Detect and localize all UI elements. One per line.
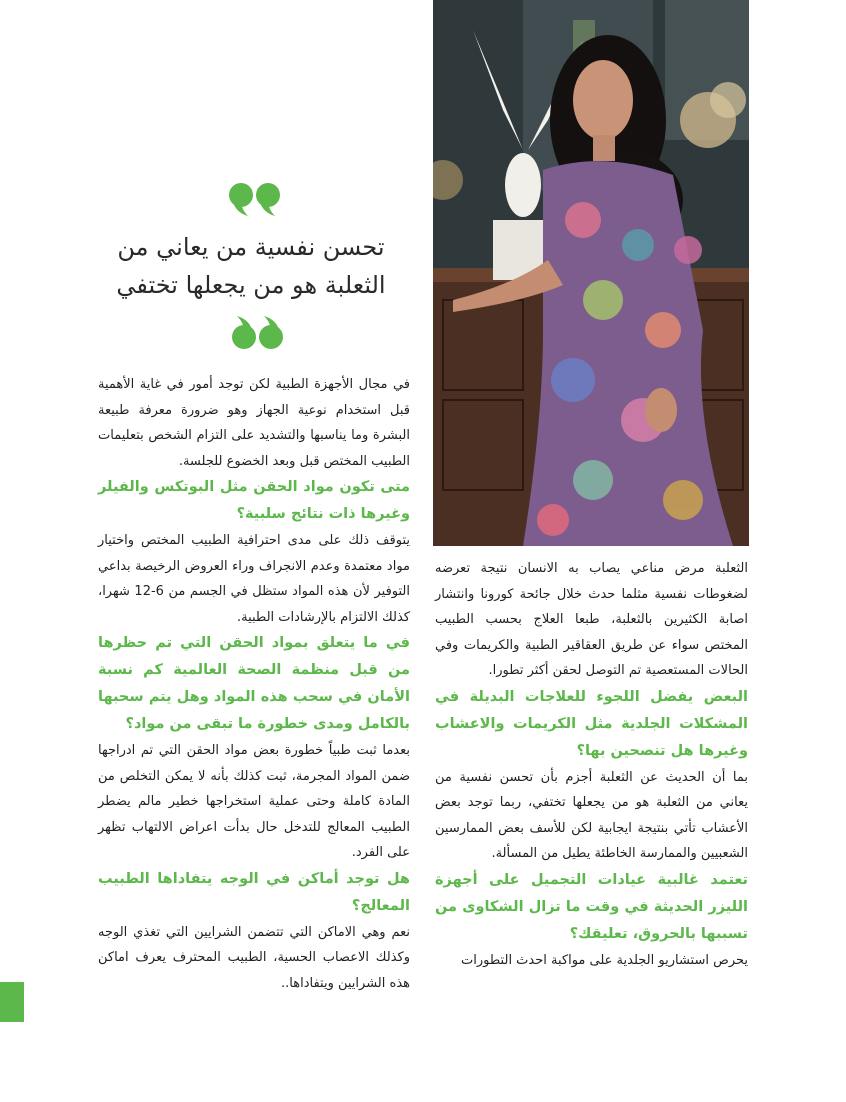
paragraph: يتوقف ذلك على مدى احترافية الطبيب المختص واختيار مواد معتمدة وعدم الانجراف وراء العروض الرخيصة بداعي التوفير لأن هذه المواد ستظل في الجسم من 6-12 شهرا، كذلك الالتزام بالإرشادات الطبية.: [98, 533, 410, 625]
pull-quote-line-2: الثعلبة هو من يجعلها تختفي: [116, 271, 386, 299]
closing-quote-icon: [226, 178, 286, 218]
paragraph: نعم وهي الاماكن التي تتضمن الشرايين التي تغذي الوجه وكذلك الاعصاب الحسية، الطبيب المحترف يعرف اماكن هذه الشرايين ويتفاداها..: [98, 924, 410, 991]
question-heading: البعض يفضل اللجوء للعلاجات البديلة في المشكلات الجلدية مثل الكريمات والاعشاب وغيرها هل تنصحين بها؟: [435, 688, 748, 759]
paragraph: يحرص استشاريو الجلدية على مواكبة احدث التطورات: [461, 952, 748, 968]
pull-quote-line-1: تحسن نفسية من يعاني من: [117, 233, 385, 261]
article-column-right: [435, 556, 748, 973]
question-heading: هل توجد أماكن في الوجه يتفاداها الطبيب المعالج؟: [98, 870, 410, 914]
article-column-left: [98, 372, 410, 996]
question-heading: تعتمد غالبية عيادات التجميل على أجهزة الليزر الحديثة في وقت ما تزال الشكاوى من تسببها بالحروق، تعليقك؟: [435, 871, 748, 942]
question-heading: في ما يتعلق بمواد الحقن التي تم حظرها من قبل منظمة الصحة العالمية كم نسبة الأمان في سحب هذه المواد وهل يتم سحبها بالكامل ومدى خطورة ما تبقى من مواد؟: [98, 635, 410, 732]
paragraph: بما أن الحديث عن الثعلبة أجزم بأن تحسن نفسية من يعاني من الثعلبة هو من يجعلها تختفي، ربما توجد بعض الأعشاب تأتي بنتيجة ايجابية لكن للأسف بعض الممارسين الشعبيين والممارسة الخاطئة يطيل من المسألة.: [435, 769, 748, 861]
question-heading: متى تكون مواد الحقن مثل البوتكس والفيلر وغيرها ذات نتائج سلبية؟: [98, 479, 410, 522]
paragraph: بعدما ثبت طبياً خطورة بعض مواد الحقن التي تم ادراجها ضمن المواد المجرمة، ثبت كذلك بأنه لا يمكن التخلص من المادة كاملة وحتى عملية استخراجها خطير مالم يضطر الطبيب المعالج للتدخل حال بدأت اعراض الالتهاب تظهر على الفرد.: [98, 743, 410, 860]
paragraph: الثعلبة مرض مناعي يصاب به الانسان نتيجة تعرضه لضغوطات نفسية مثلما حدث خلال جائحة كورونا وانتشار اصابة الكثيرين بالثعلبة، طبعا العلاج بحسب الطبيب المختص سواء عن طريق العقاقير الطبية والكريمات وفي الحالات المستعصية تم التوصل لحقن أكثر تطورا.: [435, 561, 748, 678]
portrait-photo: [433, 0, 749, 546]
pull-quote: [90, 228, 412, 304]
opening-quote-icon: [226, 314, 286, 354]
page-edge-tab: [0, 982, 24, 1022]
paragraph: في مجال الأجهزة الطبية لكن توجد أمور في غاية الأهمية قبل استخدام نوعية الجهاز وهو ضرورة معرفة طبيعة البشرة وما يناسبها والتشديد على التزام الشخص بتعليمات الطبيب المختص قبل وبعد الخضوع للجلسة.: [98, 377, 410, 469]
